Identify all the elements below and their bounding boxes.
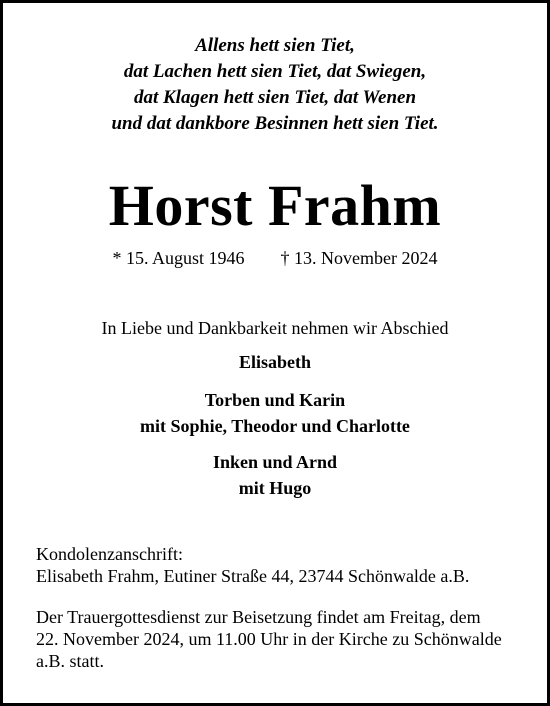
service-line: a.B. statt. [36, 651, 104, 671]
birth-date: * 15. August 1946 [112, 248, 245, 268]
family-line: mit Hugo [238, 478, 312, 498]
condolence-label: Kondolenzanschrift: [36, 544, 183, 564]
motto-line: Allens hett sien Tiet, [195, 35, 355, 56]
motto-line: dat Lachen hett sien Tiet, dat Swiegen, [123, 61, 427, 82]
death-date: † 13. November 2024 [280, 248, 438, 268]
motto-line: dat Klagen hett sien Tiet, dat Wenen [133, 87, 417, 108]
family-line: Torben und Karin [204, 390, 346, 410]
family-line: Elisabeth [238, 352, 312, 372]
condolence-address [36, 543, 527, 587]
family-group [3, 387, 547, 439]
condolence-address-line: Elisabeth Frahm, Eutiner Straße 44, 23744 Schönwalde a.B. [36, 566, 470, 586]
family-group [3, 449, 547, 501]
farewell-text: In Liebe und Dankbarkeit nehmen wir Abschied [101, 318, 449, 338]
family-line: Inken und Arnd [212, 452, 338, 472]
motto-verse [3, 33, 547, 137]
family-line: mit Sophie, Theodor und Charlotte [140, 416, 410, 436]
motto-line: und dat dankbore Besinnen hett sien Tiet. [111, 113, 439, 134]
service-line: Der Trauergottesdienst zur Beisetzung findet am Freitag, dem [36, 607, 481, 627]
service-line: 22. November 2024, um 11.00 Uhr in der Kirche zu Schönwalde [36, 629, 502, 649]
funeral-service-info [36, 606, 527, 672]
deceased-name: Horst Frahm [108, 173, 442, 238]
life-dates [3, 247, 547, 269]
family-group [3, 349, 547, 375]
